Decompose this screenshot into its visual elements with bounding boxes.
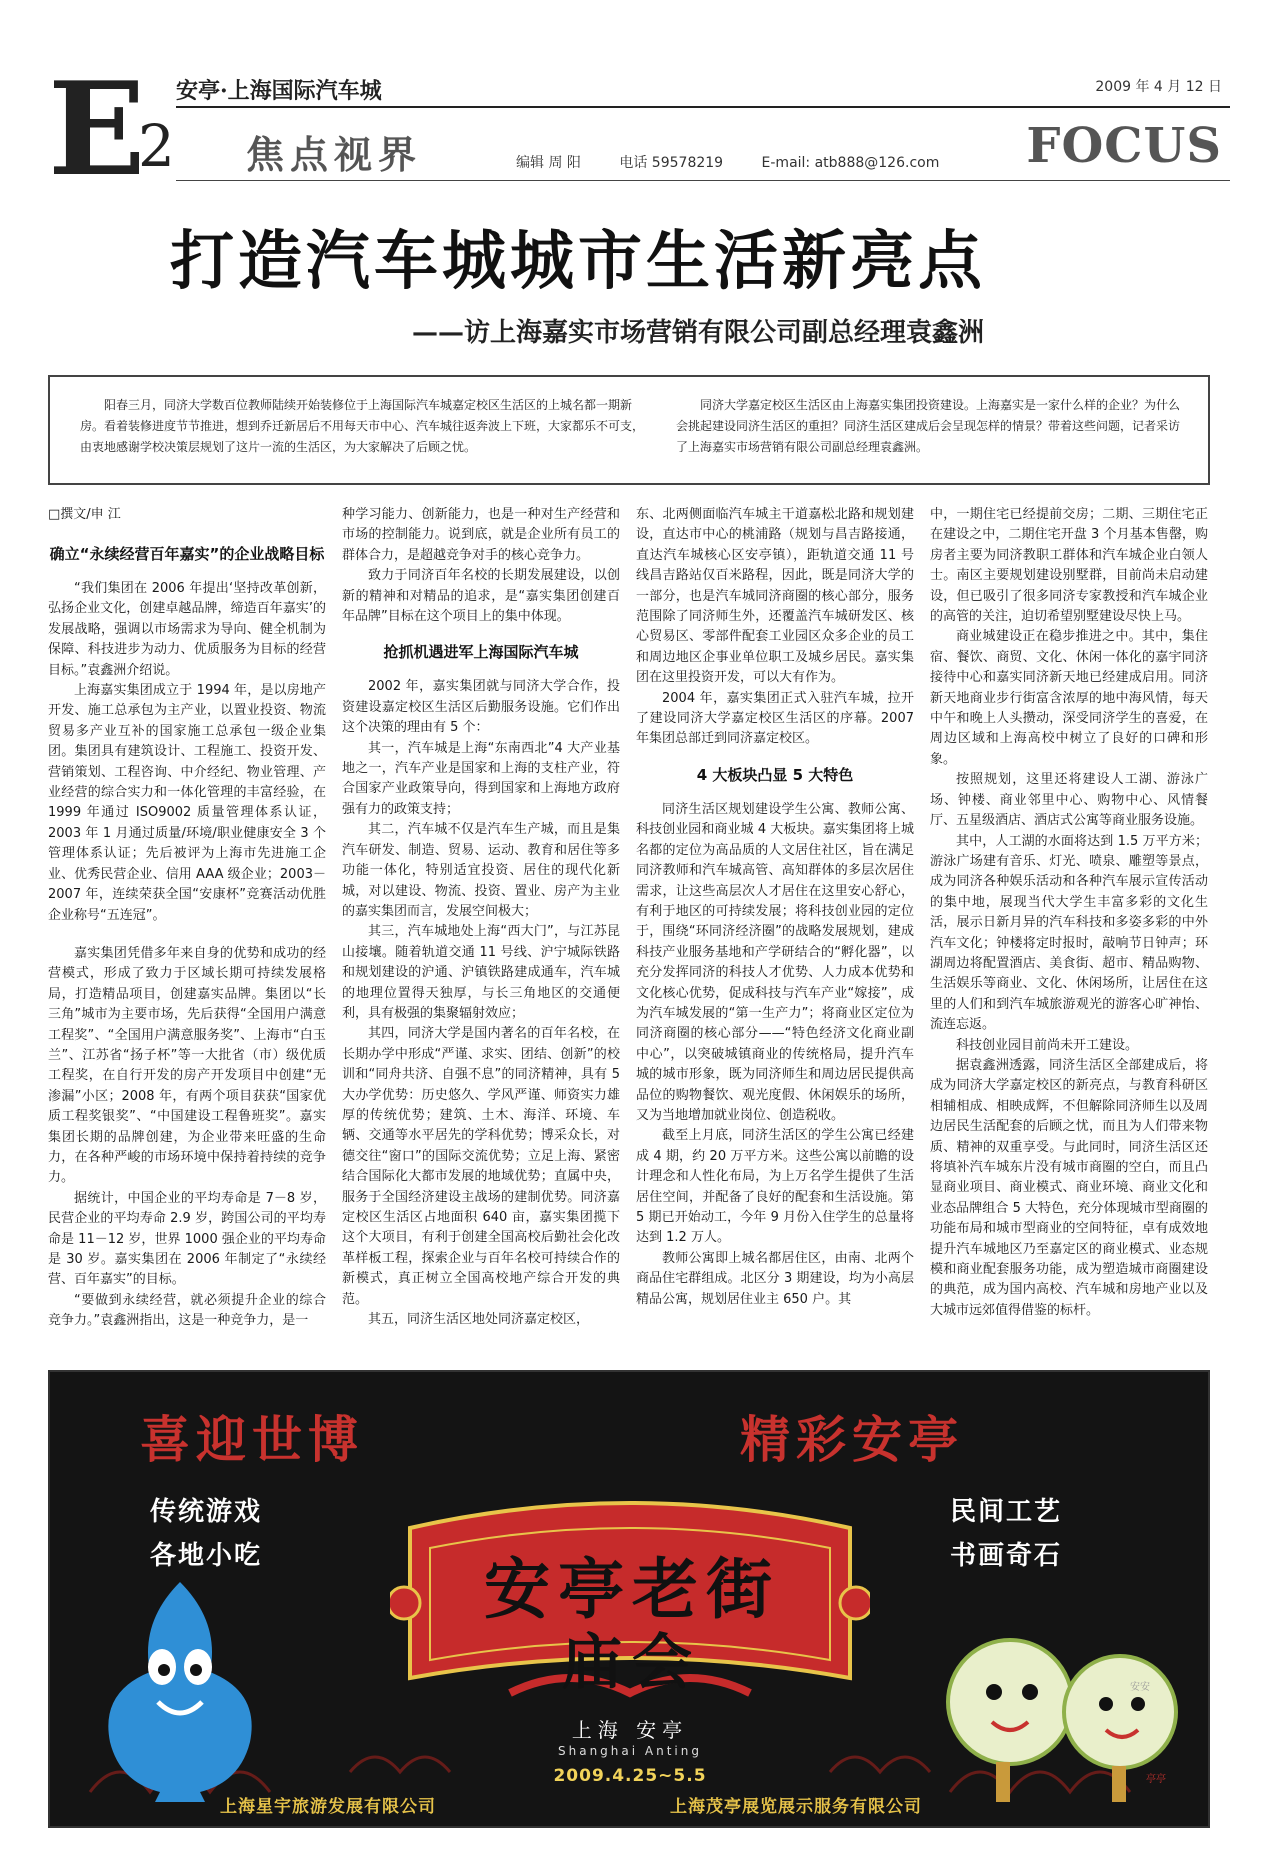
paragraph: 其三，汽车城地处上海“西大门”，与江苏昆山接壤。随着轨道交通 11 号线、沪宁城际铁路和规划建设的沪通、沪镇铁路建成通车，汽车城的地理位置得天独厚，与长三角地区的交通便利，具有极强的集聚辐射效应；	[342, 924, 620, 1021]
focus-label: FOCUS	[1026, 118, 1222, 174]
paragraph: 种学习能力、创新能力，也是一种对生产经营和市场的控制能力。说到底，就是企业所有员工的群体合力，是超越竞争对手的核心竞争力。	[342, 507, 620, 563]
intro-left: 阳春三月，同济大学数百位教师陆续开始装修位于上海国际汽车城嘉定校区生活区的上城名都一期新房。看着装修进度节节推进，想到乔迁新居后不用每天市中心、汽车城往返奔波上下班，大家都乐不可支，由衷地感谢学校决策层规划了这片一流的生活区，为大家解决了后顾之忧。	[80, 398, 645, 454]
paragraph: 东、北两侧面临汽车城主干道嘉松北路和规划建设，直达市中心的桃浦路（规划与昌吉路接通，直达汽车城核心区安亭镇），距轨道交通 11 号线昌吉路站仅百米路程，因此，既是同济大学的一部分，也是汽车城同济商圈的核心部分，服务范围除了同济师生外，还覆盖汽车城研发区、核心贸易区、零部件配套工业园区众多企业的员工和周边地区企事业单位职工及城乡居民。嘉实集团在这里投资开发，可以大有作为。	[636, 507, 914, 686]
byline: □撰文/申 江	[48, 507, 121, 522]
editor-phone: 电话 59578219	[619, 155, 724, 171]
ad-main-title: 安亭老街	[484, 1550, 780, 1628]
ad-feature: 书画奇石	[950, 1541, 1063, 1571]
section-name: 焦点视界	[246, 132, 423, 177]
ad-feature: 各地小吃	[150, 1541, 263, 1571]
subheading-features: 4 大板块凸显 5 大特色	[696, 765, 854, 784]
ad-company-2: 上海茂亭展览展示服务有限公司	[670, 1797, 922, 1817]
intro-right: 同济大学嘉定校区生活区由上海嘉实集团投资建设。上海嘉实是一家什么样的企业？为什么会挑起建设同济生活区的重担？同济生活区建成后会呈现怎样的情景？带着这些问题，记者采访了上海嘉实市场营销有限公司副总经理袁鑫洲。	[676, 398, 1181, 454]
paragraph: 据统计，中国企业的平均寿命是 7－8 岁，民营企业的平均寿命 2.9 岁，跨国公司的平均寿命是 11－12 岁，世界 1000 强企业的平均寿命是 30 岁。嘉实集团在 2006 年制定了“永续经营、百年嘉实”的目标。	[48, 1190, 326, 1288]
paragraph: 2004 年，嘉实集团正式入驻汽车城，拉开了建设同济大学嘉定校区生活区的序幕。2007 年集团总部迁到同济嘉定校区。	[636, 690, 914, 747]
paragraph: 其五，同济生活区地处同济嘉定校区，	[368, 1312, 590, 1328]
intro-box	[48, 375, 1210, 485]
paragraph: 上海嘉实集团成立于 1994 年，是以房地产开发、施工总承包为主产业，以置业投资、物流贸易多产业互补的国家施工总承包一级企业集团。集团具有建筑设计、工程施工、投资开发、营销策划、工程咨询、中介经纪、物业管理、产业经营的综合实力和一体化管理的丰富经验，在 1999 年通过 ISO9002 质量管理体系认证，2003 年 1 月通过质量/环境/职业健康安全 3 个管理体系认证；先后被评为上海市先进施工企业、优秀民营企业、信用 AAA 级企业；2003－2007 年，连续荣获全国“安康杯”竞赛活动优胜企业称号“五连冠”。	[48, 683, 326, 923]
editor-name: 编辑 周 阳	[516, 155, 581, 171]
column-3	[636, 505, 914, 1349]
ad-slogan-left: 喜迎世博	[140, 1410, 364, 1469]
paragraph: 科技创业园目前尚未开工建设。	[956, 1037, 1139, 1053]
paragraph: 致力于同济百年名校的长期发展建设，以创新的精神和对精品的追求，是“嘉实集团创建百年品牌”目标在这个项目上的集中体现。	[342, 568, 620, 625]
paragraph: 截至上月底，同济生活区的学生公寓已经建成 4 期，约 20 万平方米。这些公寓以前瞻的设计理念和人性化布局，为上万名学生提供了生活居住空间，并配备了良好的配套和生活设施。第 5 期已开始动工，今年 9 月份入住学生的总量将达到 1.2 万人。	[636, 1128, 914, 1246]
paragraph: 据袁鑫洲透露，同济生活区全部建成后，将成为同济大学嘉定校区的新亮点，与教育科研区相辅相成、相映成辉，不但解除同济师生以及周边居民生活配套的后顾之忧，而且为人们带来物质、精神的双重享受。与此同时，同济生活区还将填补汽车城东片没有城市商圈的空白，而且凸显商业项目、商业模式、商业环境、商业文化和业态品牌组合 5 大特色，充分体现城市型商圈的功能布局和城市型商业的空间特征，卓有成效地提升汽车城地区乃至嘉定区的商业模式、业态规模和商业配套服务功能，成为塑造城市商圈建设的典范，成为国内高校、汽车城和房地产业以及大城市远郊值得借鉴的标杆。	[930, 1057, 1208, 1318]
editor-info	[516, 152, 973, 172]
article-subhead: ——访上海嘉实市场营销有限公司副总经理袁鑫洲	[412, 318, 985, 348]
newspaper-title: 安亭·上海国际汽车城	[176, 78, 382, 104]
paragraph: 其四，同济大学是国内著名的百年名校，在长期办学中形成“严谨、求实、团结、创新”的校训和“同舟共济、自强不息”的同济精神，具有 5 大办学优势：历史悠久、学风严谨、师资实力雄厚的传统优势；建筑、土木、海洋、环境、车辆、交通等水平居先的学科优势；博采众长，对德交往“窗口”的国际交流优势；立足上海、紧密结合国际化大都市发展的地域优势；直属中央，服务于全国经济建设主战场的建制优势。同济嘉定校区生活区占地面积 640 亩，嘉实集团揽下这个大项目，有利于创建全国高校后勤社会化改革样板工程，探索企业与百年名校可持续合作的新模式，真正树立全国高校地产综合开发的典范。	[342, 1026, 620, 1307]
paragraph: 中，一期住宅已经提前交房；二期、三期住宅正在建设之中，二期住宅开盘 3 个月基本售罄，购房者主要为同济教职工群体和汽车城企业白领人士。南区主要规划建设别墅群，目前尚未启动建设，但已吸引了很多同济专家教授和汽车城企业的高管的关注，迫切希望别墅建设尽快上马。	[930, 507, 1208, 625]
paragraph: 嘉实集团凭借多年来自身的优势和成功的经营模式，形成了致力于区域长期可持续发展格局，打造精品项目，创建嘉实品牌。集团以“长三角”城市为主要市场，先后获得“全国用户满意工程奖”、“全国用户满意服务奖”、上海市“白玉兰”、江苏省“扬子杯”等一大批省（市）级优质工程奖，在自行开发的房产开发项目中创建“无渗漏”小区；2008 年，有两个项目获获“国家优质工程奖银奖”、“中国建设工程鲁班奖”。嘉实集团长期的品牌创建，为企业带来旺盛的生命力，在各种严峻的市场环境中保持着持续的竞争力。	[48, 945, 326, 1186]
temple-fair-advertisement	[48, 1370, 1210, 1828]
column-2	[342, 505, 620, 1349]
paragraph: 其中，人工湖的水面将达到 1.5 万平方米；游泳广场建有音乐、灯光、喷泉、雕塑等景点，成为同济各种娱乐活动和各种汽车展示宣传活动的集中地，展现当代大学生丰富多彩的文化生活，展示日新月异的汽车科技和多姿多彩的中外汽车文化；钟楼将定时报时，敲响节日钟声；环湖周边将配置酒店、美食街、超市、精品购物、生活娱乐等商业、文化、休闲场所，让居住在这里的人们和到汽车城旅游观光的游客心旷神怡、流连忘返。	[930, 833, 1208, 1033]
blue-mascot-icon	[80, 1572, 280, 1802]
editor-email: E-mail: atb888@126.com	[761, 155, 940, 171]
paragraph: “要做到永续经营，就必须提升企业的综合竞争力。”袁鑫洲指出，这是一种竞争力，是一	[48, 1292, 326, 1329]
article-body	[48, 505, 1210, 1349]
paragraph: 2002 年，嘉实集团就与同济大学合作，投资建设嘉定校区生活区后勤服务设施。它们作出这个决策的理由有 5 个：	[342, 679, 620, 736]
mascot-tag: 安安	[1130, 1682, 1150, 1693]
article-headline: 打造汽车城城市生活新亮点	[170, 225, 986, 299]
issue-date: 2009 年 4 月 12 日	[1095, 79, 1222, 95]
paragraph: 其一，汽车城是上海“东南西北”4 大产业基地之一，汽车产业是国家和上海的支柱产业，符合国家产业政策导向，得到国家和上海地方政府强有力的政策支持；	[342, 740, 620, 817]
paragraph: 按照规划，这里还将建设人工湖、游泳广场、钟楼、商业邻里中心、购物中心、风情餐厅、五星级酒店、酒店式公寓等商业服务设施。	[930, 772, 1208, 829]
subheading-opportunity: 抢抓机遇进军上海国际汽车城	[383, 643, 579, 662]
ad-city: 上海 安亭	[571, 1718, 689, 1742]
paragraph: “我们集团在 2006 年提出‘坚持改革创新，弘扬企业文化，创建卓越品牌，缔造百年嘉实’的发展战略，强调以市场需求为导向、健全机制为保障、科技进步为动力、优质服务为目标的经营目标。”袁鑫洲介绍说。	[48, 581, 326, 678]
ad-city-pinyin: Shanghai Anting	[558, 1744, 702, 1758]
paragraph: 同济生活区规划建设学生公寓、教师公寓、科技创业园和商业城 4 大板块。嘉实集团将上城名都的定位为高品质的人文居住社区，旨在满足同济教师和汽车城高管、高知群体的多层次居住需求，让这些高层次人才居住在这里安心舒心，有利于地区的可持续发展；将科技创业园的定位于，围绕“环同济经济圈”的战略发展规划，建成科技产业服务基地和产学研结合的“孵化器”，以充分发挥同济的科技人才优势、人力成本优势和文化核心优势，促成科技与汽车产业“嫁接”，成为汽车城发展的“第一生产力”；将商业区定位为同济商圈的核心部分——“特色经济文化商业副中心”，以突破城镇商业的传统格局，提升汽车城的城市形象，既为同济师生和周边居民提供高品位的购物餐饮、观光度假、休闲娱乐的场所，又为当地增加就业岗位、创造税收。	[636, 801, 914, 1123]
ad-company-1: 上海星宇旅游发展有限公司	[220, 1797, 436, 1817]
paragraph: 其二，汽车城不仅是汽车生产城，而且是集汽车研发、制造、贸易、运动、教育和居住等多功能一体化，特别适宜投资、居住的现代化新城，对以建设、物流、投资、置业、房产为主业的嘉实集团而言，发展空间极大；	[342, 822, 620, 919]
ad-features-right	[950, 1490, 1062, 1578]
ad-slogan-right: 精彩安亭	[740, 1410, 964, 1469]
subheading-strategy: 确立“永续经营百年嘉实”的企业战略目标	[49, 545, 325, 563]
ad-dates: 2009.4.25~5.5	[553, 1766, 707, 1786]
column-4	[930, 505, 1208, 1349]
header-rule-bottom	[176, 180, 1230, 181]
page-number: 2	[138, 112, 175, 180]
section-letter: E	[48, 55, 146, 205]
column-1	[48, 505, 326, 1349]
ad-features-left	[150, 1490, 262, 1578]
paragraph: 教师公寓即上城名都居住区，由南、北两个商品住宅群组成。北区分 3 期建设，均为小高层精品公寓，规划居住业主 650 户。其	[636, 1250, 914, 1307]
header-rule	[176, 106, 1230, 108]
ad-feature: 民间工艺	[950, 1497, 1063, 1527]
ad-feature: 传统游戏	[150, 1497, 263, 1527]
paragraph: 商业城建设正在稳步推进之中。其中，集住宿、餐饮、商贸、文化、休闲一体化的嘉宇同济接待中心和嘉实同济新天地已经建成启用。同济新天地商业步行街富含浓厚的地中海风情，每天中午和晚上人头攒动，深受同济学生的喜爱，在周边区域和上海高校中树立了良好的口碑和形象。	[930, 629, 1208, 767]
ad-main-title-2: 庙会	[562, 1628, 702, 1698]
mascot-tag-2: 亭亭	[1146, 1774, 1166, 1785]
